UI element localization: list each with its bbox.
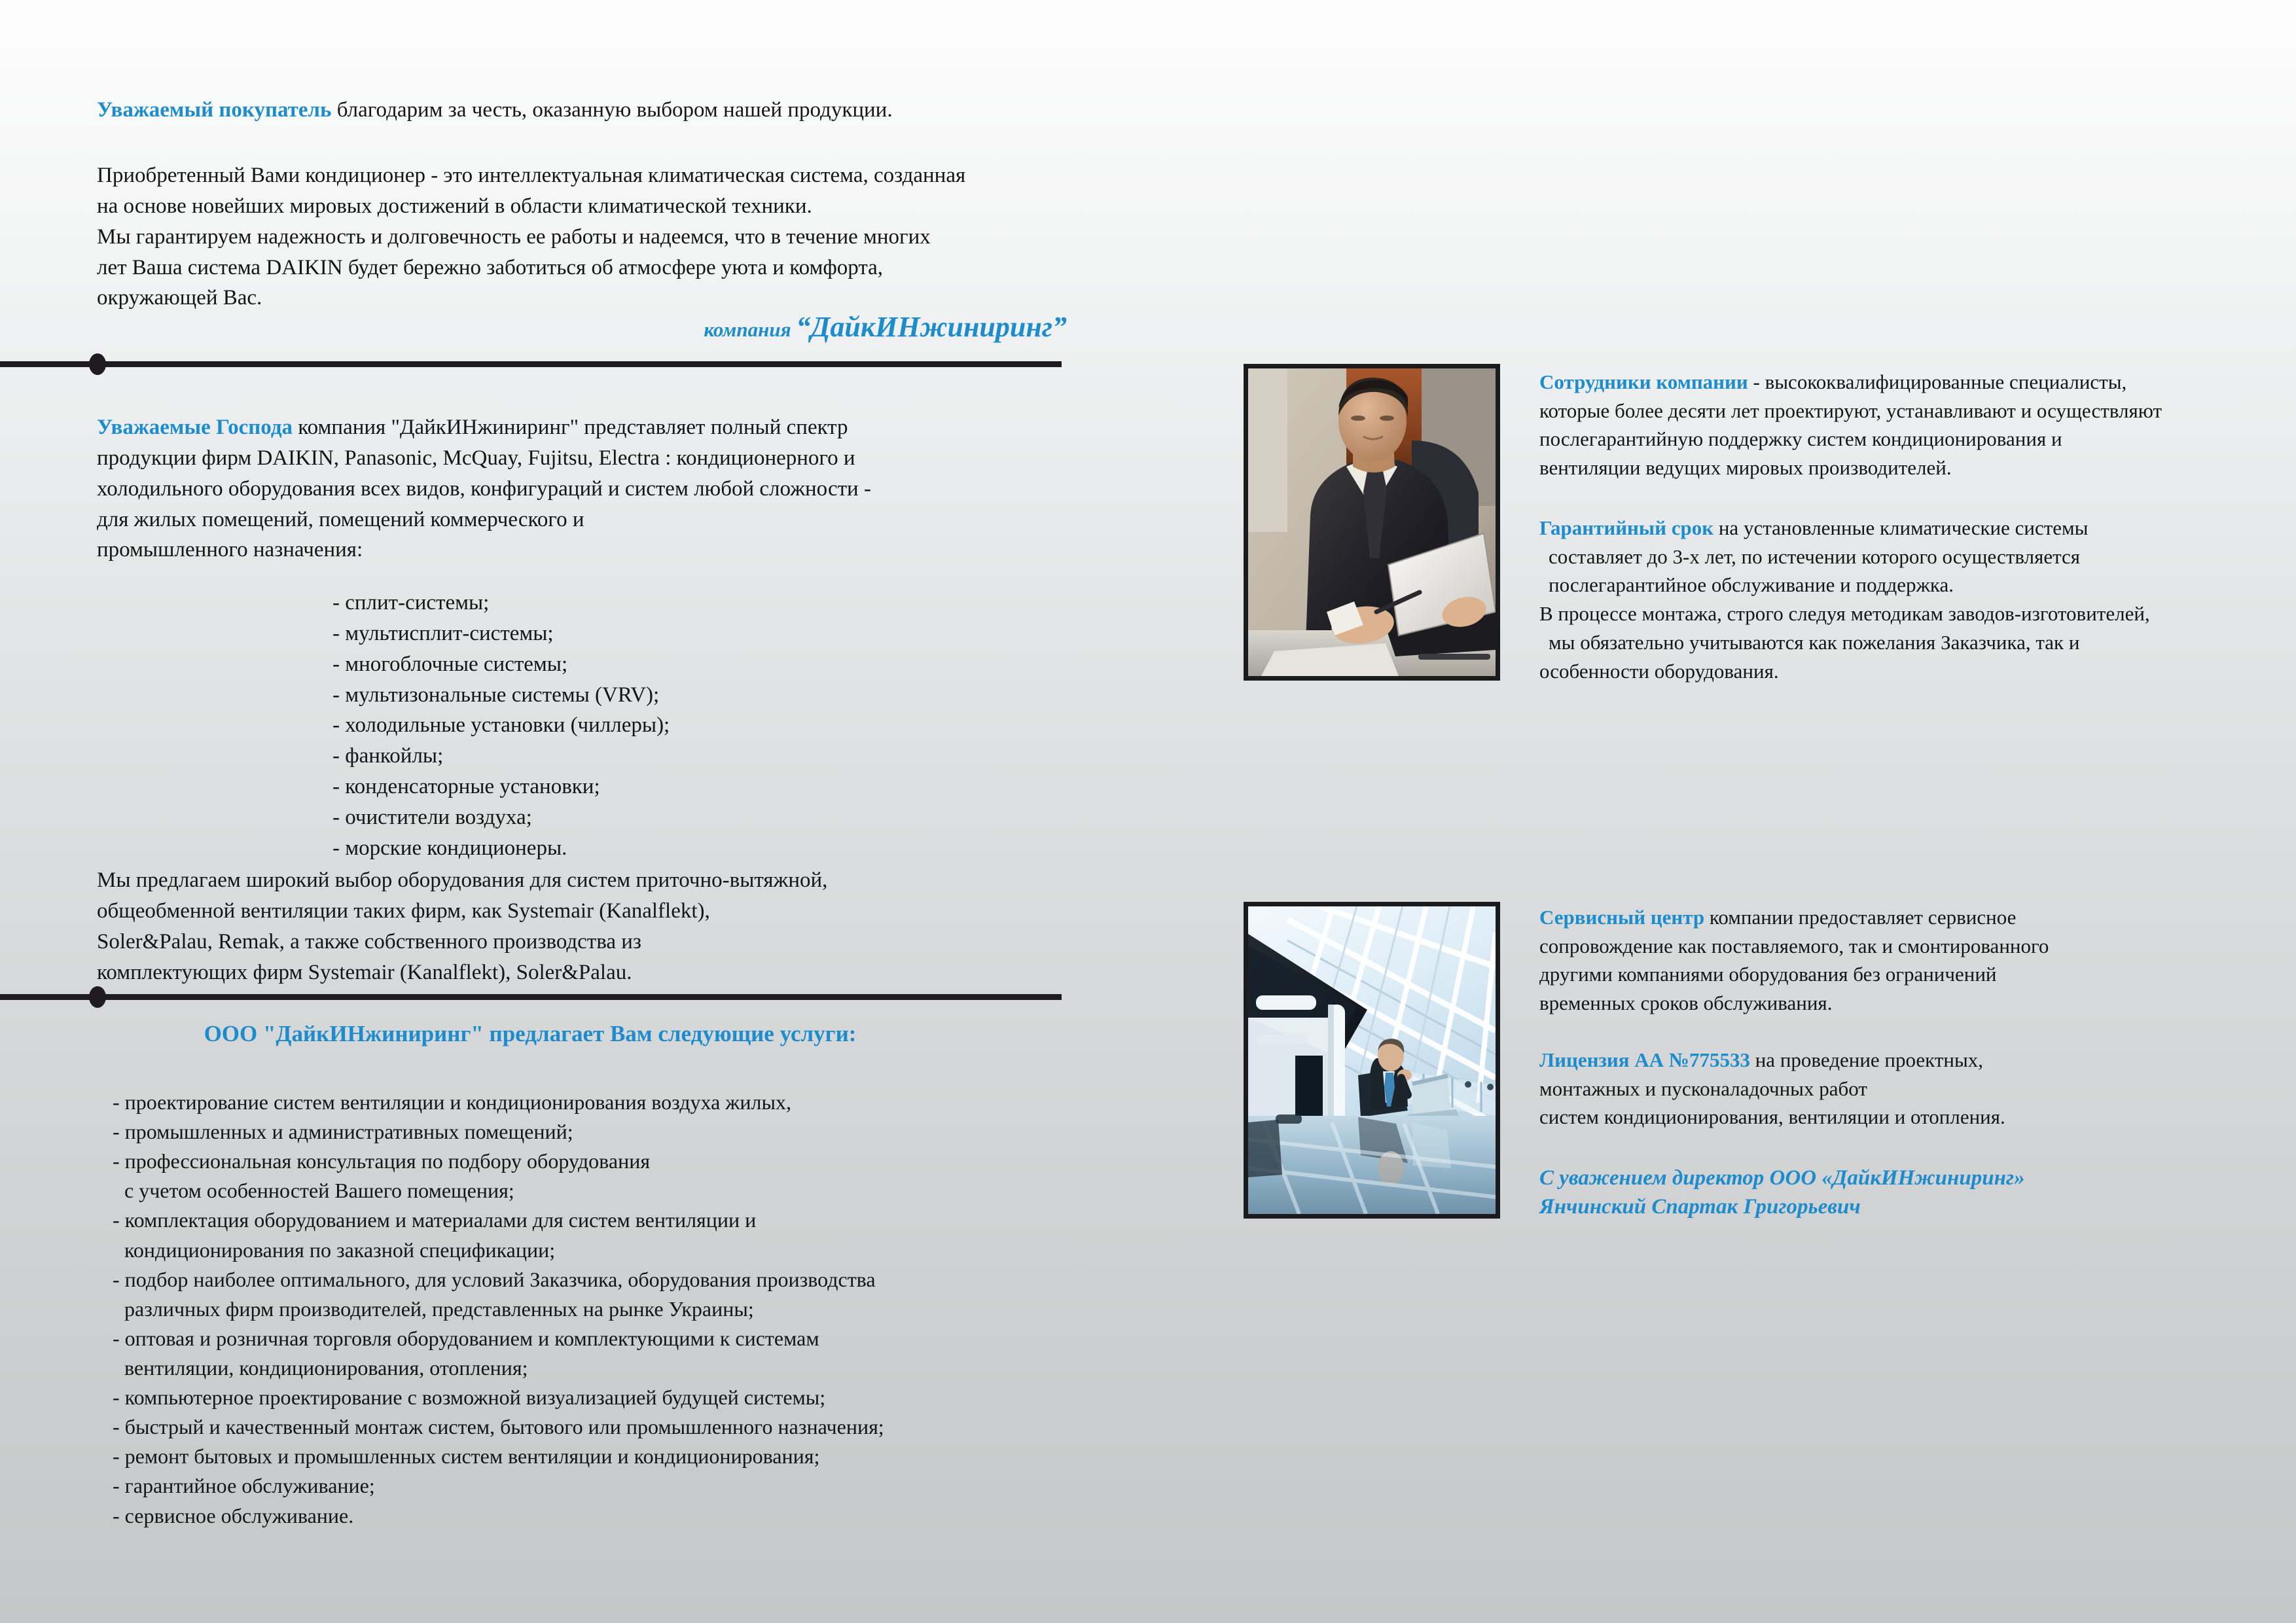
list-item: - подбор наиболее оптимального, для условий Заказчика, оборудования производства [113, 1267, 876, 1291]
service-center-accent: Сервисный центр [1539, 906, 1705, 929]
guarantee-line: мы обязательно учитываются как пожелания Заказчика, так и [1549, 630, 2080, 654]
director-line: Янчинский Спартак Григорьевич [1539, 1195, 1861, 1219]
greeting-rest: благодарим за честь, оказанную выбором нашей продукции. [331, 98, 893, 122]
service-center-line: временных сроков обслуживания. [1539, 991, 1833, 1015]
director-line: С уважением директор ООО «ДайкИНжиниринг» [1539, 1166, 2025, 1190]
intro-line: на основе новейших мировых достижений в области климатической техники. [97, 194, 812, 218]
services-list [113, 1088, 884, 1531]
ventilation-paragraph [97, 865, 1092, 988]
gentlemen-line: компания "ДайкИНжиниринг" представляет полный спектр [293, 416, 848, 439]
list-item: - холодильные установки (чиллеры); [332, 713, 670, 738]
list-item: - комплектация оборудованием и материалами для систем вентиляции и [113, 1208, 757, 1232]
list-item: - сплит-системы; [332, 591, 490, 615]
license-number: Лицензия АА №775533 [1539, 1048, 1750, 1071]
list-item: - многоблочные системы; [332, 652, 568, 676]
list-item: с учетом особенностей Вашего помещения; [124, 1179, 514, 1203]
ventilation-line: комплектующих фирм Systemair (Kanalflekt), Soler&Palau. [97, 960, 632, 984]
intro-line: окружающей Вас. [97, 286, 262, 310]
license-line: на проведение проектных, [1749, 1048, 1984, 1071]
gentlemen-line: для жилых помещений, помещений коммерческого и [97, 507, 584, 531]
greeting-accent: Уважаемый покупатель [97, 98, 332, 122]
list-item: - быстрый и качественный монтаж систем, бытового или промышленного назначения; [113, 1415, 884, 1439]
list-item: - оптовая и розничная торговля оборудованием и комплектующими к системам [113, 1326, 819, 1350]
list-item: - профессиональная консультация по подбору оборудования [113, 1149, 651, 1173]
gentlemen-line: продукции фирм DAIKIN, Panasonic, McQuay, Fujitsu, Electra : кондиционерного и [97, 446, 855, 470]
gentlemen-line: промышленного назначения: [97, 538, 363, 562]
list-item: - сервисное обслуживание. [113, 1503, 354, 1527]
employees-accent: Сотрудники компании [1539, 370, 1748, 393]
list-item: - морские кондиционеры. [332, 836, 567, 860]
services-heading: ООО "ДайкИНжиниринг" предлагает Вам следующие услуги: [204, 1021, 857, 1046]
divider-dot-icon [89, 986, 106, 1008]
right-column [1152, 0, 2296, 1623]
gentlemen-line: холодильного оборудования всех видов, конфигураций и систем любой сложности - [97, 476, 871, 501]
guarantee-accent: Гарантийный срок [1539, 516, 1714, 539]
employees-line: - высококвалифицированные специалисты, [1748, 370, 2127, 393]
employees-photo [1244, 364, 1500, 681]
employees-line: которые более десяти лет проектируют, устанавливают и осуществляют [1539, 399, 2162, 422]
guarantee-line: составляет до 3-х лет, по истечении которого осуществляется [1549, 544, 2081, 568]
divider-line-top [0, 361, 1062, 367]
product-list [332, 588, 670, 864]
company-signature-name: “ДайкИНжиниринг” [796, 311, 1067, 343]
list-item: - ремонт бытовых и промышленных систем вентиляции и кондиционирования; [113, 1444, 820, 1469]
list-item: вентиляции, кондиционирования, отопления; [124, 1355, 528, 1380]
list-item: различных фирм производителей, представленных на рынке Украины; [124, 1296, 754, 1321]
director-signature [1539, 1164, 2025, 1221]
divider-line-bottom [0, 994, 1062, 1000]
list-item: - конденсаторные установки; [332, 775, 600, 799]
ventilation-line: Soler&Palau, Remak, а также собственного производства из [97, 929, 641, 954]
intro-line: Мы гарантируем надежность и долговечность ее работы и надеемся, что в течение многих [97, 224, 931, 249]
guarantee-paragraph [1539, 514, 2150, 685]
license-paragraph [1539, 1046, 2005, 1132]
company-signature-prefix: компания [704, 318, 797, 341]
list-item: - мультисплит-системы; [332, 621, 554, 645]
list-item: - промышленных и административных помещений; [113, 1120, 573, 1144]
guarantee-line: особенности оборудования. [1539, 659, 1779, 683]
intro-paragraph [97, 160, 1092, 313]
list-item: - проектирование систем вентиляции и кондиционирования воздуха жилых, [113, 1090, 791, 1114]
license-line: систем кондиционирования, вентиляции и отопления. [1539, 1105, 2005, 1129]
glass-atrium-businessman-icon [1248, 906, 1496, 1214]
intro-line: Приобретенный Вами кондиционер - это интеллектуальная климатическая система, созданная [97, 164, 966, 187]
service-center-photo [1244, 902, 1500, 1219]
ventilation-line: общеобменной вентиляции таких фирм, как Systemair (Kanalflekt), [97, 899, 710, 923]
greeting-paragraph [97, 97, 1066, 123]
service-center-line: другими компаниями оборудования без ограничений [1539, 963, 1997, 986]
employees-line: вентиляции ведущих мировых производителей. [1539, 456, 1952, 480]
list-item: кондиционирования по заказной спецификации; [124, 1238, 556, 1262]
gentlemen-paragraph [97, 412, 1092, 565]
intro-line: лет Ваша система DAIKIN будет бережно заботиться об атмосфере уюта и комфорта, [97, 255, 884, 279]
list-item: - компьютерное проектирование с возможной визуализацией будущей системы; [113, 1385, 826, 1410]
service-center-line: компании предоставляет сервисное [1704, 906, 2017, 929]
company-signature [0, 310, 1067, 344]
license-line: монтажных и пусконаладочных работ [1539, 1077, 1867, 1100]
divider-dot-icon [89, 353, 106, 375]
service-center-paragraph [1539, 903, 2049, 1018]
employees-paragraph [1539, 368, 2162, 482]
guarantee-line: на установленные климатические системы [1713, 516, 2089, 539]
ventilation-line: Мы предлагаем широкий выбор оборудования для систем приточно-вытяжной, [97, 868, 828, 892]
list-item: - фанкойлы; [332, 744, 444, 768]
guarantee-line: послегарантийное обслуживание и поддержка. [1549, 573, 1954, 597]
guarantee-line: В процессе монтажа, строго следуя методикам заводов-изготовителей, [1539, 602, 2150, 626]
employees-line: послегарантийную поддержку систем кондиционирования и [1539, 427, 2062, 451]
list-item: - мультизональные системы (VRV); [332, 683, 660, 707]
list-item: - очистители воздуха; [332, 806, 532, 830]
gentlemen-accent: Уважаемые Господа [97, 416, 293, 439]
service-center-line: сопровождение как поставляемого, так и смонтированного [1539, 934, 2049, 957]
list-item: - гарантийное обслуживание; [113, 1474, 375, 1498]
businessman-reading-document-icon [1248, 368, 1496, 676]
